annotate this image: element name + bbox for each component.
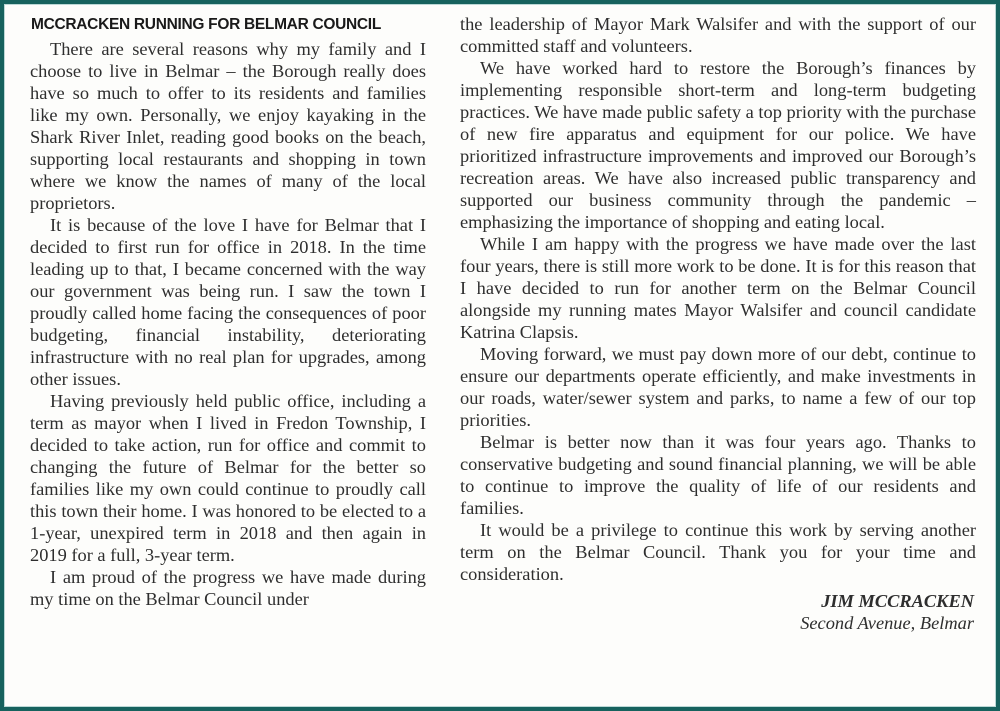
right-column xyxy=(460,13,976,634)
article-columns xyxy=(30,13,976,634)
signature-address: Second Avenue, Belmar xyxy=(800,613,974,633)
article-paragraph: There are several reasons why my family and I choose to live in Belmar – the Borough really does have so much to offer to its residents and families like my own. Personally, we enjoy kayaking in the Shark River Inlet, reading good books on the beach, supporting local restaurants and shopping in town where we know the names of many of the local proprietors. xyxy=(30,39,426,213)
left-column xyxy=(30,13,426,610)
article-paragraph: I am proud of the progress we have made during my time on the Belmar Council under xyxy=(30,567,426,609)
signature-block xyxy=(460,590,976,634)
article-paragraph: Belmar is better now than it was four years ago. Thanks to conservative budgeting and sound financial planning, we will be able to continue to improve the quality of life of our residents and families. xyxy=(460,432,976,518)
signature-name: JIM MCCRACKEN xyxy=(821,591,974,611)
article-paragraph: It is because of the love I have for Belmar that I decided to first run for office in 2018. In the time leading up to that, I became concerned with the way our government was being run. I saw the town I proudly called home facing the consequences of poor budgeting, financial instability, deteriorating infrastructure with no real plan for upgrades, among other issues. xyxy=(30,215,426,389)
article-paragraph: While I am happy with the progress we have made over the last four years, there is still more work to be done. It is for this reason that I have decided to run for another term on the Belmar Council alongside my running mates Mayor Walsifer and council candidate Katrina Clapsis. xyxy=(460,234,976,342)
article-paragraph-continuation: the leadership of Mayor Mark Walsifer and with the support of our committed staff and volunteers. xyxy=(460,14,976,56)
article-paragraph: Moving forward, we must pay down more of our debt, continue to ensure our departments operate efficiently, and make investments in our roads, water/sewer system and parks, to name a few of our top priorities. xyxy=(460,344,976,430)
article-headline: MCCRACKEN RUNNING FOR BELMAR COUNCIL xyxy=(31,16,381,33)
article-paragraph: Having previously held public office, including a term as mayor when I lived in Fredon Township, I decided to take action, run for office and commit to changing the future of Belmar for the better so families like my own could continue to proudly call this town their home. I was honored to be elected to a 1-year, unexpired term in 2018 and then again in 2019 for a full, 3-year term. xyxy=(30,391,426,565)
article-paragraph: It would be a privilege to continue this work by serving another term on the Belmar Council. Thank you for your time and consideration. xyxy=(460,520,976,584)
article-paragraph: We have worked hard to restore the Borough’s finances by implementing responsible short-term and long-term budgeting practices. We have made public safety a top priority with the purchase of new fire apparatus and equipment for our police. We have prioritized infrastructure improvements and improved our Borough’s recreation areas. We have also increased public transparency and supported our business community through the pandemic – emphasizing the importance of shopping and eating local. xyxy=(460,58,976,232)
